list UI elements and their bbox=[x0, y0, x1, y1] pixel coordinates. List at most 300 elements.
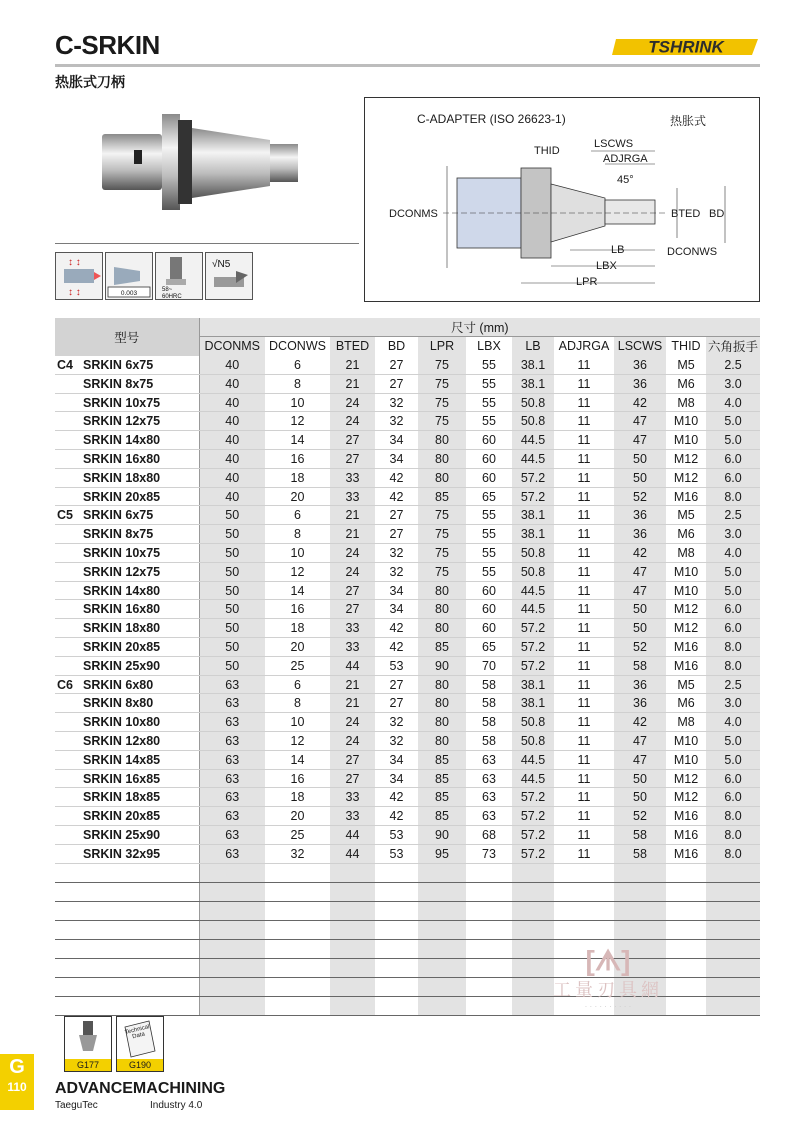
column-header: DCONWS bbox=[265, 337, 330, 356]
value-cell: M10 bbox=[666, 431, 706, 450]
value-cell: 53 bbox=[375, 826, 418, 845]
value-cell: 11 bbox=[554, 713, 614, 732]
value-cell: M16 bbox=[666, 638, 706, 657]
value-cell: 42 bbox=[614, 713, 666, 732]
value-cell: 32 bbox=[375, 412, 418, 431]
value-cell: 60 bbox=[466, 600, 512, 619]
value-cell: 57.2 bbox=[512, 826, 554, 845]
model-cell bbox=[55, 694, 199, 713]
model-name: SRKIN 8x80 bbox=[83, 696, 154, 711]
value-cell: 4.0 bbox=[706, 544, 760, 563]
value-cell: 25 bbox=[265, 656, 330, 675]
value-cell: 50.8 bbox=[512, 393, 554, 412]
value-cell: 27 bbox=[375, 675, 418, 694]
value-cell: 50 bbox=[199, 600, 265, 619]
value-cell: 11 bbox=[554, 600, 614, 619]
value-cell: 63 bbox=[199, 807, 265, 826]
svg-text:↕ ↕: ↕ ↕ bbox=[68, 287, 81, 298]
value-cell: 63 bbox=[199, 826, 265, 845]
table-row bbox=[55, 525, 760, 544]
value-cell: 75 bbox=[418, 506, 466, 525]
value-cell: 11 bbox=[554, 656, 614, 675]
value-cell: 55 bbox=[466, 374, 512, 393]
value-cell: 47 bbox=[614, 562, 666, 581]
table-row bbox=[55, 675, 760, 694]
value-cell: 47 bbox=[614, 750, 666, 769]
value-cell: 11 bbox=[554, 638, 614, 657]
value-cell: 40 bbox=[199, 412, 265, 431]
value-cell: 50.8 bbox=[512, 562, 554, 581]
value-cell: M10 bbox=[666, 562, 706, 581]
value-cell: 50 bbox=[199, 506, 265, 525]
value-cell: 63 bbox=[199, 788, 265, 807]
value-cell: 40 bbox=[199, 487, 265, 506]
value-cell: 8.0 bbox=[706, 656, 760, 675]
empty-row bbox=[55, 863, 760, 882]
value-cell: 63 bbox=[199, 844, 265, 863]
label-bd: BD bbox=[709, 208, 725, 220]
model-header: 型号 bbox=[55, 318, 199, 356]
value-cell: 68 bbox=[466, 826, 512, 845]
value-cell: 63 bbox=[199, 769, 265, 788]
table-row bbox=[55, 600, 760, 619]
value-cell: 90 bbox=[418, 656, 466, 675]
model-name: SRKIN 10x75 bbox=[83, 395, 161, 410]
value-cell: 16 bbox=[265, 600, 330, 619]
value-cell: 85 bbox=[418, 769, 466, 788]
table-row bbox=[55, 656, 760, 675]
value-cell: 60 bbox=[466, 581, 512, 600]
value-cell: 27 bbox=[375, 525, 418, 544]
model-name: SRKIN 10x75 bbox=[83, 545, 161, 560]
value-cell: 50.8 bbox=[512, 544, 554, 563]
value-cell: 11 bbox=[554, 807, 614, 826]
value-cell: 6.0 bbox=[706, 600, 760, 619]
value-cell: 57.2 bbox=[512, 656, 554, 675]
value-cell: M16 bbox=[666, 807, 706, 826]
value-cell: 50 bbox=[199, 619, 265, 638]
value-cell: 47 bbox=[614, 581, 666, 600]
value-cell: 36 bbox=[614, 525, 666, 544]
value-cell: 21 bbox=[330, 675, 375, 694]
value-cell: M6 bbox=[666, 525, 706, 544]
value-cell: 58 bbox=[614, 826, 666, 845]
value-cell: 8.0 bbox=[706, 826, 760, 845]
value-cell: 57.2 bbox=[512, 638, 554, 657]
value-cell: 38.1 bbox=[512, 506, 554, 525]
model-cell bbox=[55, 675, 199, 694]
label-bted: BTED bbox=[671, 208, 701, 220]
column-header: ADJRGA bbox=[554, 337, 614, 356]
drawing-title: C-ADAPTER (ISO 26623-1) bbox=[417, 112, 566, 126]
value-cell: 58 bbox=[466, 713, 512, 732]
value-cell: 50 bbox=[199, 525, 265, 544]
value-cell: 57.2 bbox=[512, 487, 554, 506]
value-cell: 12 bbox=[265, 562, 330, 581]
value-cell: 75 bbox=[418, 562, 466, 581]
value-cell: 34 bbox=[375, 431, 418, 450]
value-cell: M8 bbox=[666, 544, 706, 563]
value-cell: 58 bbox=[614, 844, 666, 863]
value-cell: 21 bbox=[330, 356, 375, 375]
value-cell: 21 bbox=[330, 506, 375, 525]
value-cell: 33 bbox=[330, 638, 375, 657]
value-cell: 27 bbox=[330, 750, 375, 769]
value-cell: 50 bbox=[199, 544, 265, 563]
value-cell: 8.0 bbox=[706, 487, 760, 506]
value-cell: 8 bbox=[265, 525, 330, 544]
value-cell: 8.0 bbox=[706, 638, 760, 657]
value-cell: 36 bbox=[614, 374, 666, 393]
value-cell: 42 bbox=[375, 487, 418, 506]
value-cell: 65 bbox=[466, 487, 512, 506]
value-cell: 55 bbox=[466, 412, 512, 431]
model-name: SRKIN 32x95 bbox=[83, 846, 161, 861]
value-cell: M6 bbox=[666, 374, 706, 393]
value-cell: 75 bbox=[418, 374, 466, 393]
value-cell: 44.5 bbox=[512, 769, 554, 788]
value-cell: 85 bbox=[418, 638, 466, 657]
table-row bbox=[55, 713, 760, 732]
value-cell: 24 bbox=[330, 713, 375, 732]
value-cell: 58 bbox=[614, 656, 666, 675]
value-cell: 57.2 bbox=[512, 619, 554, 638]
value-cell: 42 bbox=[375, 788, 418, 807]
model-cell bbox=[55, 356, 199, 375]
value-cell: 34 bbox=[375, 600, 418, 619]
model-cell bbox=[55, 600, 199, 619]
value-cell: 24 bbox=[330, 393, 375, 412]
value-cell: M12 bbox=[666, 788, 706, 807]
table-row bbox=[55, 826, 760, 845]
value-cell: 16 bbox=[265, 450, 330, 469]
model-name: SRKIN 20x85 bbox=[83, 809, 161, 824]
value-cell: 42 bbox=[375, 468, 418, 487]
value-cell: 80 bbox=[418, 732, 466, 751]
value-cell: 40 bbox=[199, 393, 265, 412]
model-cell bbox=[55, 788, 199, 807]
value-cell: 75 bbox=[418, 393, 466, 412]
value-cell: 11 bbox=[554, 826, 614, 845]
table-row bbox=[55, 694, 760, 713]
value-cell: 63 bbox=[466, 788, 512, 807]
model-cell bbox=[55, 844, 199, 863]
value-cell: 44 bbox=[330, 826, 375, 845]
value-cell: 60 bbox=[466, 431, 512, 450]
value-cell: 5.0 bbox=[706, 562, 760, 581]
value-cell: 52 bbox=[614, 638, 666, 657]
model-name: SRKIN 8x75 bbox=[83, 376, 154, 391]
column-header: LPR bbox=[418, 337, 466, 356]
value-cell: 50.8 bbox=[512, 412, 554, 431]
column-header: LSCWS bbox=[614, 337, 666, 356]
spec-table bbox=[55, 318, 760, 1016]
advance-machining-logo: ADVANCEMACHINING bbox=[55, 1080, 226, 1097]
value-cell: 21 bbox=[330, 525, 375, 544]
title-rule bbox=[55, 64, 760, 67]
value-cell: 44.5 bbox=[512, 431, 554, 450]
value-cell: 11 bbox=[554, 525, 614, 544]
value-cell: 50.8 bbox=[512, 732, 554, 751]
page-title: C-SRKIN bbox=[55, 30, 160, 60]
empty-row bbox=[55, 920, 760, 939]
value-cell: 44 bbox=[330, 656, 375, 675]
table-row bbox=[55, 412, 760, 431]
value-cell: 50 bbox=[614, 600, 666, 619]
value-cell: 85 bbox=[418, 750, 466, 769]
value-cell: 38.1 bbox=[512, 356, 554, 375]
svg-text:60HRC: 60HRC bbox=[162, 294, 182, 299]
drawing-lines bbox=[365, 98, 761, 303]
value-cell: 6.0 bbox=[706, 468, 760, 487]
value-cell: M10 bbox=[666, 581, 706, 600]
drawing-type: 热胀式 bbox=[670, 114, 707, 128]
model-name: SRKIN 18x85 bbox=[83, 790, 161, 805]
value-cell: 11 bbox=[554, 788, 614, 807]
photo-rule bbox=[55, 243, 359, 244]
model-name: SRKIN 18x80 bbox=[83, 470, 161, 485]
value-cell: 58 bbox=[466, 694, 512, 713]
value-cell: 63 bbox=[466, 750, 512, 769]
value-cell: 18 bbox=[265, 619, 330, 638]
model-name: SRKIN 12x75 bbox=[83, 414, 161, 429]
value-cell: 27 bbox=[330, 581, 375, 600]
table-row bbox=[55, 374, 760, 393]
empty-row bbox=[55, 882, 760, 901]
table-row bbox=[55, 844, 760, 863]
value-cell: 80 bbox=[418, 619, 466, 638]
value-cell: 57.2 bbox=[512, 844, 554, 863]
value-cell: 11 bbox=[554, 393, 614, 412]
value-cell: 42 bbox=[375, 619, 418, 638]
value-cell: 44 bbox=[330, 844, 375, 863]
value-cell: 80 bbox=[418, 450, 466, 469]
model-name: SRKIN 18x80 bbox=[83, 621, 161, 636]
table-row bbox=[55, 769, 760, 788]
value-cell: 44.5 bbox=[512, 450, 554, 469]
model-name: SRKIN 8x75 bbox=[83, 527, 154, 542]
model-cell bbox=[55, 544, 199, 563]
value-cell: M8 bbox=[666, 393, 706, 412]
value-cell: 33 bbox=[330, 788, 375, 807]
page-subtitle: 热胀式刀柄 bbox=[55, 74, 125, 90]
model-cell bbox=[55, 525, 199, 544]
value-cell: 63 bbox=[199, 750, 265, 769]
value-cell: 21 bbox=[330, 374, 375, 393]
value-cell: 63 bbox=[466, 807, 512, 826]
value-cell: 2.5 bbox=[706, 675, 760, 694]
value-cell: 20 bbox=[265, 638, 330, 657]
value-cell: 75 bbox=[418, 525, 466, 544]
value-cell: 60 bbox=[466, 619, 512, 638]
value-cell: 12 bbox=[265, 412, 330, 431]
table-row bbox=[55, 581, 760, 600]
value-cell: 14 bbox=[265, 750, 330, 769]
value-cell: 11 bbox=[554, 412, 614, 431]
value-cell: 24 bbox=[330, 544, 375, 563]
model-cell bbox=[55, 769, 199, 788]
value-cell: 5.0 bbox=[706, 581, 760, 600]
value-cell: 6 bbox=[265, 506, 330, 525]
label-lb: LB bbox=[611, 244, 625, 256]
value-cell: 32 bbox=[375, 544, 418, 563]
value-cell: 50 bbox=[614, 788, 666, 807]
model-name: SRKIN 20x85 bbox=[83, 489, 161, 504]
value-cell: 50 bbox=[614, 450, 666, 469]
value-cell: 34 bbox=[375, 450, 418, 469]
model-cell bbox=[55, 732, 199, 751]
value-cell: M10 bbox=[666, 750, 706, 769]
column-header: BTED bbox=[330, 337, 375, 356]
value-cell: 58 bbox=[466, 732, 512, 751]
value-cell: 80 bbox=[418, 713, 466, 732]
footer-industry: Industry 4.0 bbox=[150, 1100, 203, 1111]
value-cell: 40 bbox=[199, 468, 265, 487]
value-cell: 36 bbox=[614, 506, 666, 525]
model-name: SRKIN 14x85 bbox=[83, 752, 161, 767]
value-cell: M10 bbox=[666, 732, 706, 751]
watermark: [ᗑ] 工量刃具網 · · · · · · · · · · bbox=[538, 946, 678, 1016]
ref-technical-data-text: Technical Data bbox=[124, 1024, 151, 1041]
model-name: SRKIN 25x90 bbox=[83, 827, 161, 842]
table-row bbox=[55, 807, 760, 826]
table-row bbox=[55, 619, 760, 638]
size-label: C5 bbox=[57, 508, 73, 523]
value-cell: 11 bbox=[554, 431, 614, 450]
ref-technical-data-icon[interactable] bbox=[116, 1016, 164, 1072]
value-cell: 55 bbox=[466, 525, 512, 544]
model-cell bbox=[55, 412, 199, 431]
model-cell bbox=[55, 393, 199, 412]
value-cell: 11 bbox=[554, 468, 614, 487]
value-cell: 44.5 bbox=[512, 581, 554, 600]
value-cell: 5.0 bbox=[706, 750, 760, 769]
value-cell: 60 bbox=[466, 450, 512, 469]
value-cell: 11 bbox=[554, 487, 614, 506]
column-header: BD bbox=[375, 337, 418, 356]
value-cell: 21 bbox=[330, 694, 375, 713]
value-cell: 14 bbox=[265, 581, 330, 600]
value-cell: M16 bbox=[666, 656, 706, 675]
value-cell: 27 bbox=[375, 506, 418, 525]
coolant-through-icon bbox=[55, 252, 103, 300]
value-cell: 57.2 bbox=[512, 807, 554, 826]
ref-tool-icon[interactable] bbox=[64, 1016, 112, 1072]
value-cell: 40 bbox=[199, 450, 265, 469]
label-dconws: DCONWS bbox=[667, 246, 718, 258]
model-cell bbox=[55, 487, 199, 506]
table-row bbox=[55, 638, 760, 657]
tool-holder-photo bbox=[70, 106, 330, 224]
value-cell: 36 bbox=[614, 675, 666, 694]
value-cell: 34 bbox=[375, 750, 418, 769]
value-cell: 63 bbox=[466, 769, 512, 788]
value-cell: 8.0 bbox=[706, 844, 760, 863]
section-tab bbox=[0, 1054, 34, 1110]
model-name: SRKIN 10x80 bbox=[83, 715, 161, 730]
value-cell: 27 bbox=[375, 374, 418, 393]
table-row bbox=[55, 506, 760, 525]
value-cell: 6.0 bbox=[706, 619, 760, 638]
value-cell: 50 bbox=[199, 562, 265, 581]
column-header: 六角扳手 bbox=[706, 337, 760, 356]
value-cell: 38.1 bbox=[512, 374, 554, 393]
value-cell: 50.8 bbox=[512, 713, 554, 732]
value-cell: 27 bbox=[330, 600, 375, 619]
value-cell: 2.5 bbox=[706, 506, 760, 525]
model-name: SRKIN 12x80 bbox=[83, 733, 161, 748]
model-name: SRKIN 25x90 bbox=[83, 658, 161, 673]
value-cell: M16 bbox=[666, 844, 706, 863]
value-cell: 11 bbox=[554, 374, 614, 393]
hardness-58-60hrc-icon bbox=[155, 252, 203, 300]
value-cell: 55 bbox=[466, 506, 512, 525]
value-cell: 63 bbox=[199, 713, 265, 732]
value-cell: M12 bbox=[666, 468, 706, 487]
value-cell: 40 bbox=[199, 374, 265, 393]
value-cell: M12 bbox=[666, 619, 706, 638]
model-cell bbox=[55, 750, 199, 769]
value-cell: 33 bbox=[330, 487, 375, 506]
value-cell: 11 bbox=[554, 619, 614, 638]
value-cell: 10 bbox=[265, 713, 330, 732]
value-cell: 33 bbox=[330, 619, 375, 638]
value-cell: 52 bbox=[614, 487, 666, 506]
value-cell: 34 bbox=[375, 581, 418, 600]
value-cell: 36 bbox=[614, 694, 666, 713]
label-thid: THID bbox=[534, 145, 560, 157]
value-cell: 63 bbox=[199, 732, 265, 751]
value-cell: 95 bbox=[418, 844, 466, 863]
model-name: SRKIN 16x80 bbox=[83, 602, 161, 617]
value-cell: 55 bbox=[466, 562, 512, 581]
value-cell: 38.1 bbox=[512, 694, 554, 713]
value-cell: 90 bbox=[418, 826, 466, 845]
label-angle: 45° bbox=[617, 174, 634, 186]
section-letter: G bbox=[9, 1056, 25, 1078]
svg-text:↕ ↕: ↕ ↕ bbox=[68, 257, 81, 268]
model-name: SRKIN 6x75 bbox=[83, 508, 154, 523]
value-cell: 25 bbox=[265, 826, 330, 845]
value-cell: 57.2 bbox=[512, 788, 554, 807]
value-cell: 11 bbox=[554, 506, 614, 525]
value-cell: 3.0 bbox=[706, 525, 760, 544]
value-cell: 11 bbox=[554, 544, 614, 563]
value-cell: 38.1 bbox=[512, 525, 554, 544]
value-cell: 42 bbox=[375, 807, 418, 826]
value-cell: 32 bbox=[265, 844, 330, 863]
value-cell: 42 bbox=[614, 544, 666, 563]
value-cell: 27 bbox=[375, 694, 418, 713]
value-cell: 6.0 bbox=[706, 788, 760, 807]
value-cell: 70 bbox=[466, 656, 512, 675]
value-cell: 8 bbox=[265, 374, 330, 393]
table-row bbox=[55, 356, 760, 375]
value-cell: 24 bbox=[330, 562, 375, 581]
model-name: SRKIN 20x85 bbox=[83, 639, 161, 654]
value-cell: 65 bbox=[466, 638, 512, 657]
model-cell bbox=[55, 450, 199, 469]
value-cell: 50 bbox=[199, 581, 265, 600]
value-cell: 44.5 bbox=[512, 750, 554, 769]
value-cell: 5.0 bbox=[706, 431, 760, 450]
tshrink-logo bbox=[612, 34, 760, 60]
footer-taegutec: TaeguTec bbox=[55, 1100, 98, 1111]
table-row bbox=[55, 750, 760, 769]
value-cell: 75 bbox=[418, 412, 466, 431]
value-cell: 20 bbox=[265, 487, 330, 506]
value-cell: 38.1 bbox=[512, 675, 554, 694]
